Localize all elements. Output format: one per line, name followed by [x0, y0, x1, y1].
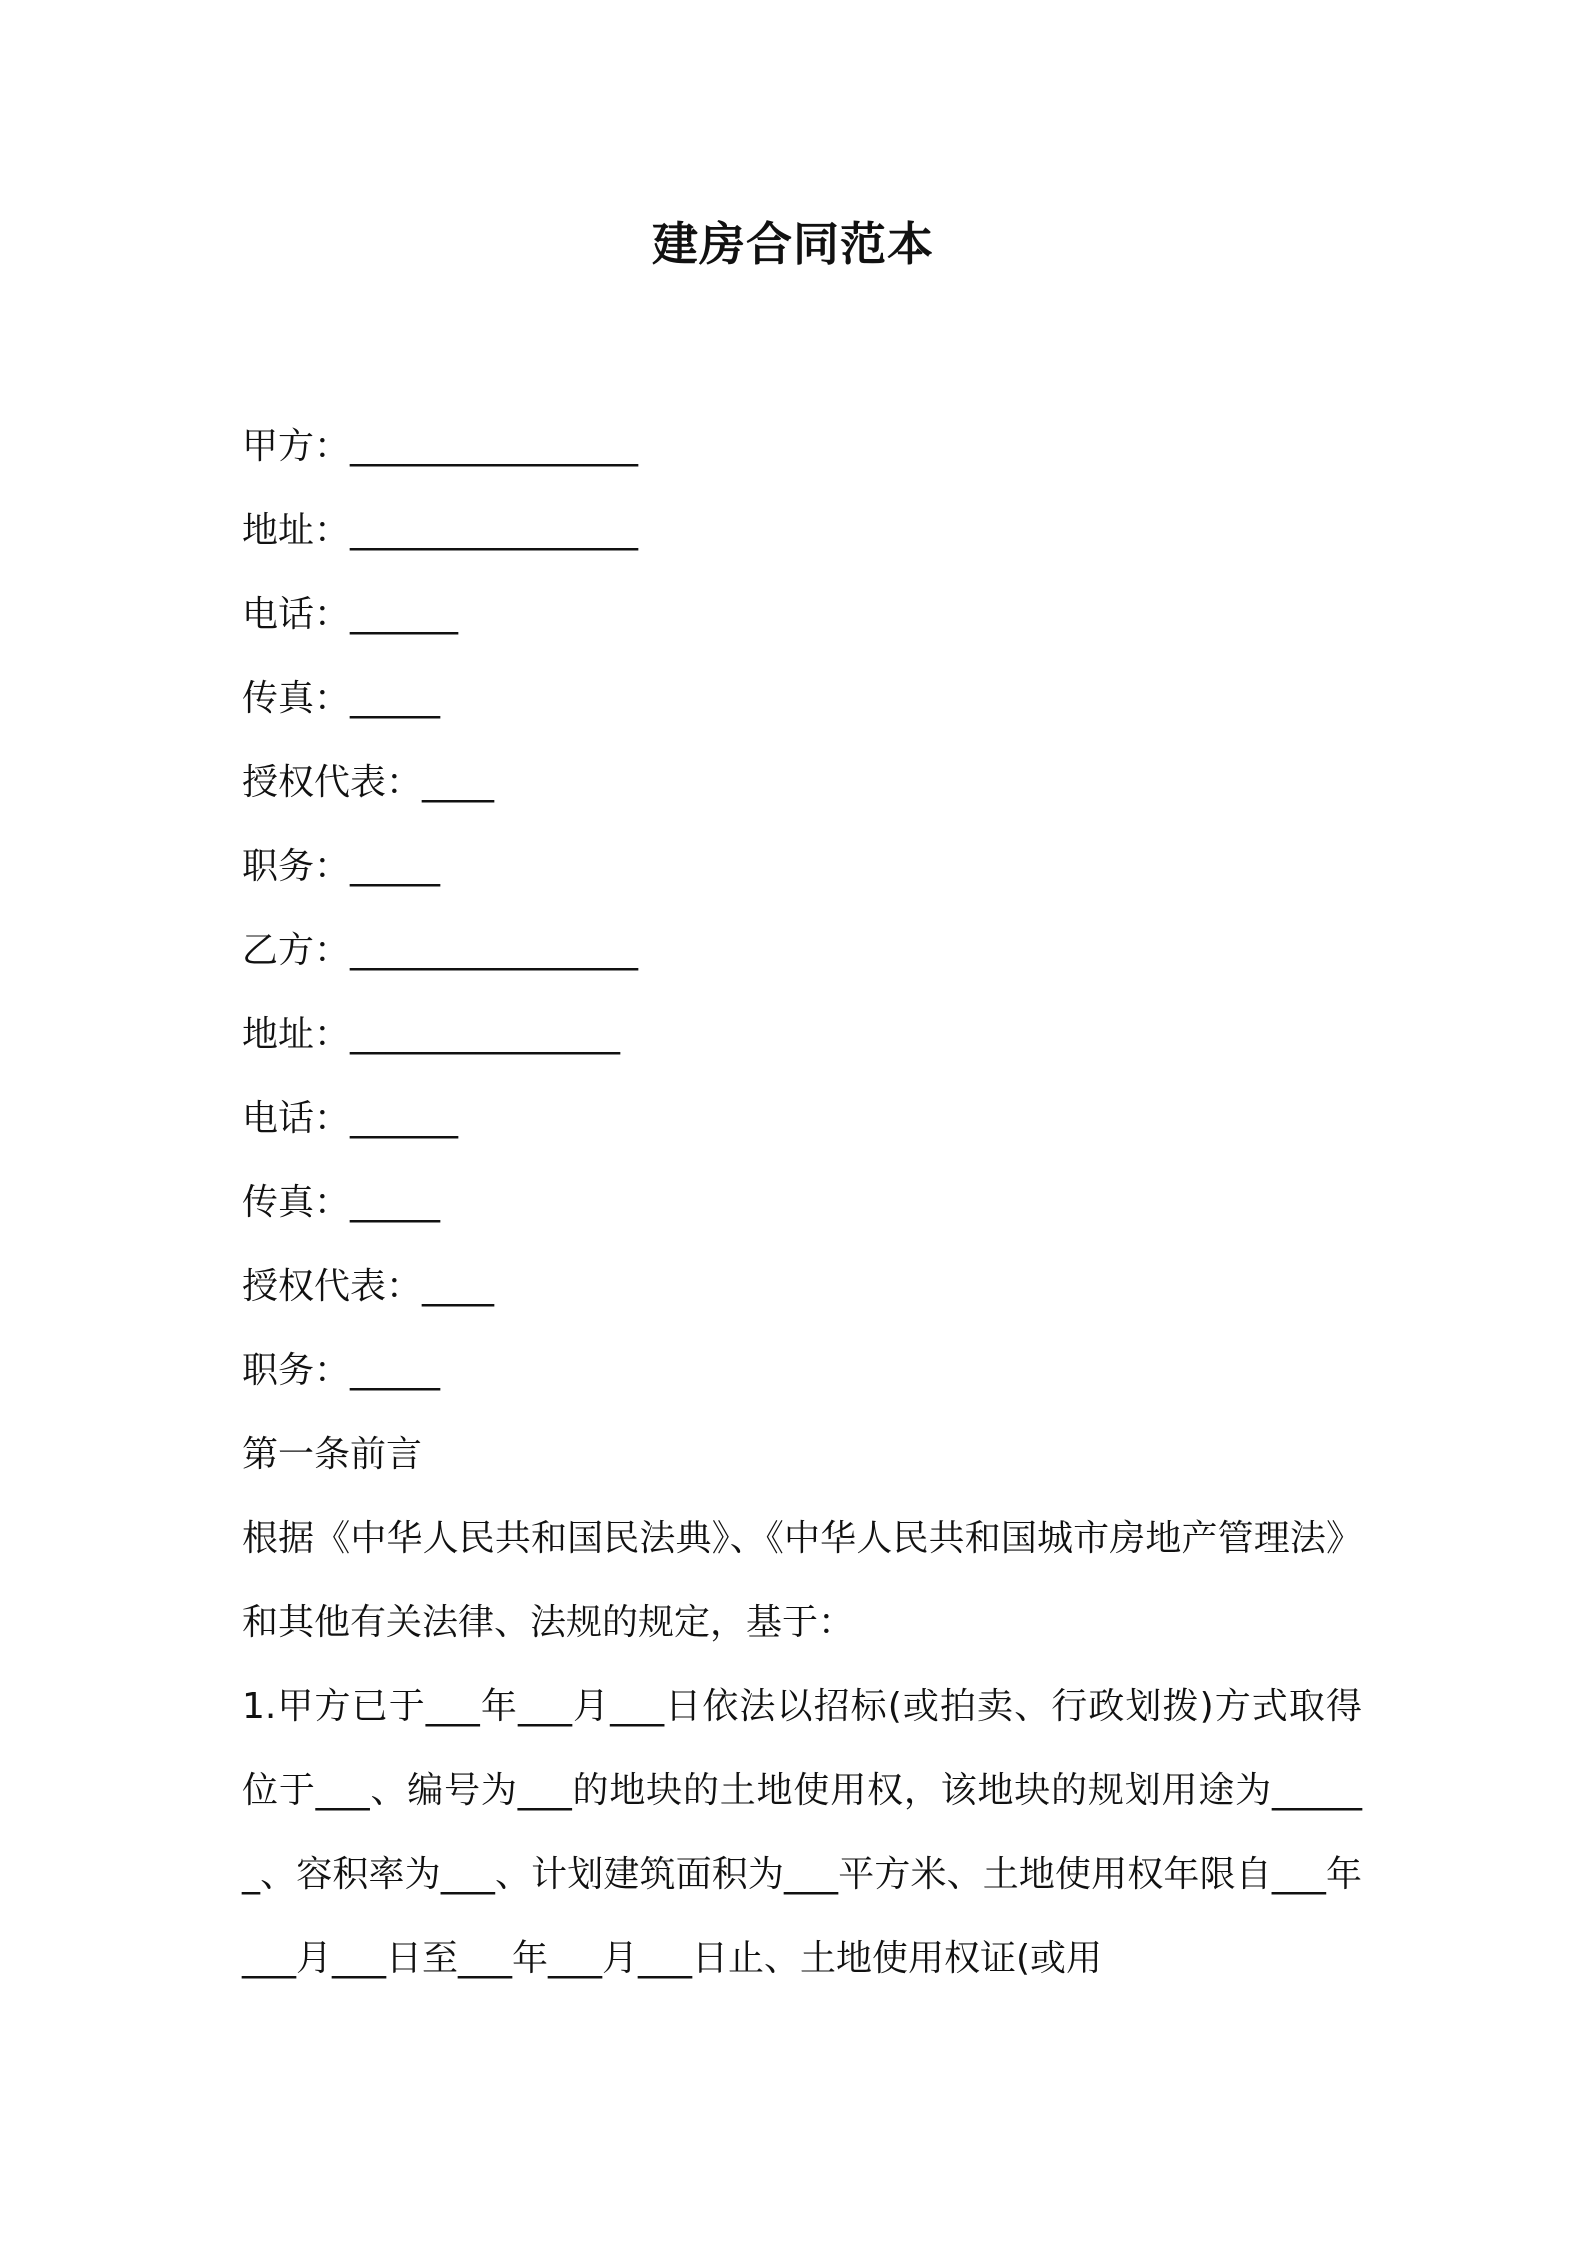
- party-b-name: 乙方：________________: [242, 930, 639, 971]
- party-a-phone: 电话：______: [242, 594, 459, 635]
- document-title: 建房合同范本: [652, 217, 934, 271]
- party-a-fax: 传真：_____: [242, 678, 441, 719]
- party-b-position: 职务：_____: [242, 1350, 441, 1391]
- article-1-intro: 根据《中华人民共和国民法典》、《中华人民共和国城市房地产管理法》和其他有关法律、法规的规定，基于：: [242, 1518, 1362, 1643]
- party-b-fax: 传真：_____: [242, 1182, 441, 1223]
- article-1-item-1: 1.甲方已于___年___月___日依法以招标(或拍卖、行政划拨)方式取得位于___、编号为___的地块的土地使用权，该地块的规划用途为______、容积率为___、计划建筑面积为___平方米、土地使用权年限自___年___月___日至___年___月___日止、土地使用权证(或用: [242, 1686, 1362, 1979]
- party-a-position: 职务：_____: [242, 846, 441, 887]
- party-a-name: 甲方：________________: [242, 426, 639, 467]
- party-a-address: 地址：________________: [242, 510, 639, 551]
- party-a-representative: 授权代表：____: [242, 762, 495, 803]
- article-1-heading: 第一条前言: [242, 1434, 423, 1475]
- document-body: [242, 405, 1362, 2001]
- party-b-representative: 授权代表：____: [242, 1266, 495, 1307]
- party-b-address: 地址：_______________: [242, 1014, 621, 1055]
- party-b-phone: 电话：______: [242, 1098, 459, 1139]
